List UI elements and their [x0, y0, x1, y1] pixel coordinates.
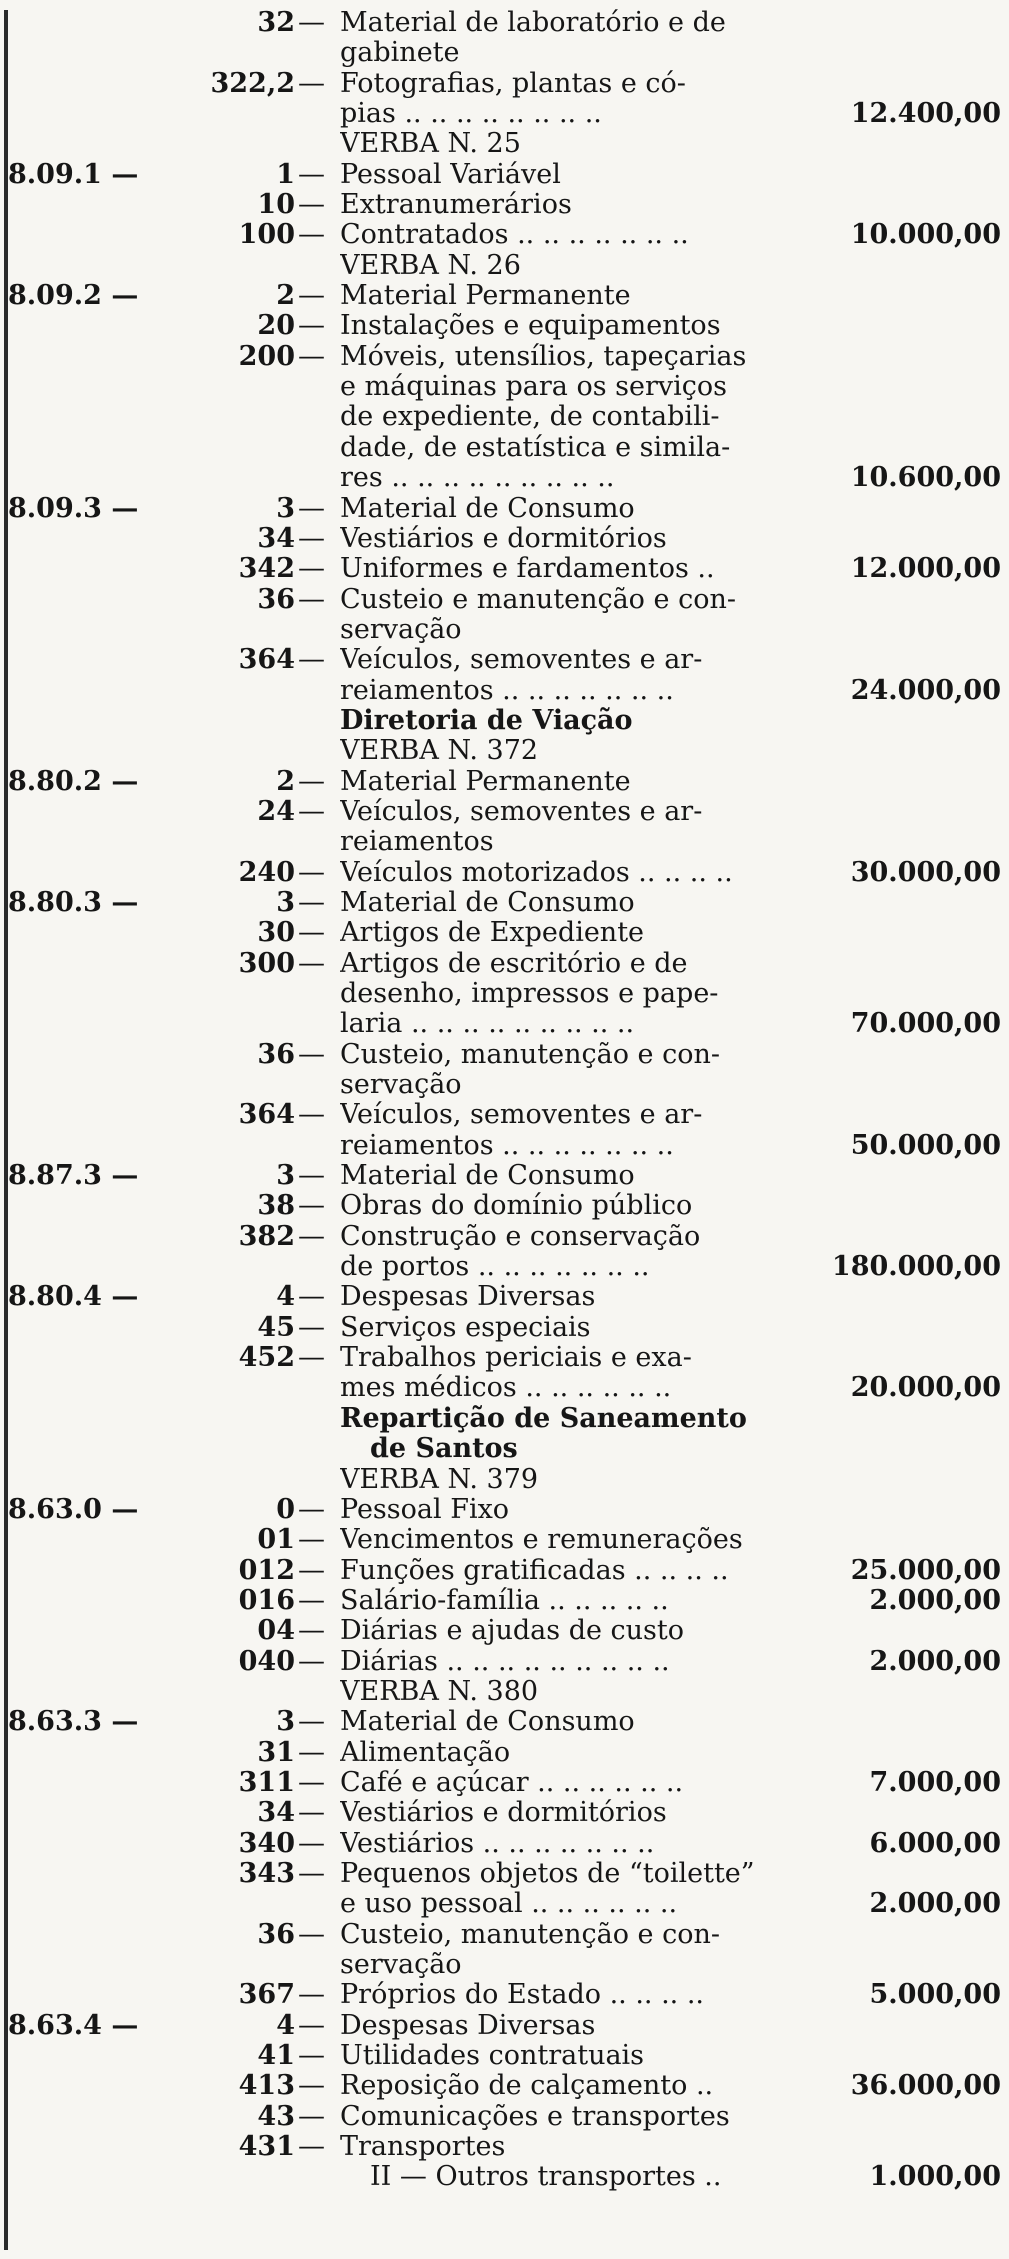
item-code: 41: [257, 2040, 295, 2072]
dash-separator: —: [298, 1857, 325, 1889]
dash-separator: —: [298, 947, 325, 979]
item-description: de Santos: [370, 1434, 518, 1465]
item-description: Serviços especiais: [340, 1312, 591, 1343]
item-code: 20: [257, 310, 295, 342]
budget-line: [0, 918, 1009, 948]
budget-line: [0, 2071, 1009, 2101]
dash-separator: —: [298, 1918, 325, 1950]
dash-separator: —: [298, 2131, 325, 2163]
item-code: 34: [257, 1797, 295, 1829]
budget-line: [0, 1889, 1009, 1919]
item-description: pias .. .. .. .. .. .. .. ..: [340, 99, 602, 130]
item-code: 4: [276, 2009, 295, 2041]
item-description: reiamentos .. .. .. .. .. .. ..: [340, 1130, 674, 1161]
budget-line: [0, 949, 1009, 979]
item-amount: 20.000,00: [850, 1372, 1001, 1404]
item-code: 32: [257, 7, 295, 38]
section-code: 8.09.1 —: [8, 158, 139, 190]
item-amount: 2.000,00: [869, 1888, 1001, 1920]
budget-line: [0, 1313, 1009, 1343]
budget-line: [0, 1131, 1009, 1161]
dash-separator: —: [298, 2009, 325, 2041]
item-code: 343: [238, 1857, 295, 1889]
dash-separator: —: [298, 553, 325, 585]
budget-line: [0, 1677, 1009, 1707]
budget-line: [0, 1404, 1009, 1434]
budget-line: [0, 402, 1009, 432]
item-description: Material de Consumo: [340, 1161, 635, 1192]
item-description: VERBA N. 379: [340, 1464, 539, 1495]
item-description: VERBA N. 25: [340, 129, 521, 160]
item-code: 382: [238, 1220, 295, 1252]
section-code: 8.80.4 —: [8, 1281, 139, 1313]
item-description: VERBA N. 372: [340, 736, 539, 767]
budget-line: [0, 585, 1009, 615]
item-code: 45: [257, 1311, 295, 1343]
item-code: 3: [276, 1706, 295, 1738]
item-description: Custeio, manutenção e con-: [340, 1039, 720, 1070]
item-code: 38: [257, 1190, 295, 1222]
dash-separator: —: [298, 1190, 325, 1222]
item-code: 30: [257, 917, 295, 949]
item-code: 3: [276, 1160, 295, 1192]
item-description: Veículos, semoventes e ar-: [340, 796, 703, 827]
budget-line: [0, 8, 1009, 38]
budget-line: [0, 1707, 1009, 1737]
budget-line: [0, 1040, 1009, 1070]
item-code: 431: [238, 2131, 295, 2163]
item-code: 36: [257, 1918, 295, 1950]
dash-separator: —: [298, 1706, 325, 1738]
item-code: 367: [238, 1979, 295, 2011]
budget-line: [0, 1586, 1009, 1616]
item-description: Vestiários .. .. .. .. .. .. ..: [340, 1828, 655, 1859]
item-description: Material de Consumo: [340, 1707, 635, 1738]
budget-line: [0, 38, 1009, 68]
item-code: 342: [238, 553, 295, 585]
item-description: desenho, impressos e pape-: [340, 979, 719, 1009]
budget-line: [0, 494, 1009, 524]
item-code: 04: [257, 1615, 295, 1647]
budget-line: [0, 372, 1009, 402]
dash-separator: —: [298, 1493, 325, 1525]
dash-separator: —: [298, 340, 325, 372]
item-code: 34: [257, 522, 295, 554]
budget-line: [0, 2102, 1009, 2132]
item-description: VERBA N. 26: [340, 250, 521, 281]
item-description: Despesas Diversas: [340, 2010, 596, 2041]
dash-separator: —: [298, 189, 325, 221]
item-code: 4: [276, 1281, 295, 1313]
budget-line: [0, 1100, 1009, 1130]
budget-line: [0, 1009, 1009, 1039]
item-description: Utilidades contratuais: [340, 2041, 645, 2072]
item-amount: 30.000,00: [850, 856, 1001, 888]
item-amount: 12.000,00: [850, 553, 1001, 585]
item-description: Artigos de escritório e de: [340, 948, 688, 979]
section-code: 8.80.2 —: [8, 765, 139, 797]
item-amount: 1.000,00: [869, 2161, 1001, 2193]
budget-line: [0, 1950, 1009, 1980]
dash-separator: —: [298, 2100, 325, 2132]
item-description: Diárias .. .. .. .. .. .. .. .. ..: [340, 1646, 670, 1677]
item-code: 040: [238, 1645, 295, 1677]
dash-separator: —: [298, 795, 325, 827]
item-description: Contratados .. .. .. .. .. .. ..: [340, 220, 689, 251]
budget-line: [0, 2011, 1009, 2041]
section-code: 8.63.0 —: [8, 1493, 139, 1525]
item-description: dade, de estatística e simila-: [340, 432, 731, 463]
item-description: e uso pessoal .. .. .. .. .. ..: [340, 1889, 678, 1920]
item-description: Salário-família .. .. .. .. ..: [340, 1585, 669, 1616]
item-description: Pequenos objetos de “toilette”: [340, 1858, 755, 1889]
dash-separator: —: [298, 1645, 325, 1677]
item-amount: 5.000,00: [869, 1979, 1001, 2011]
budget-line: [0, 1829, 1009, 1859]
item-description: gabinete: [340, 38, 460, 69]
section-code: 8.80.3 —: [8, 886, 139, 918]
item-description: de portos .. .. .. .. .. .. ..: [340, 1252, 650, 1283]
dash-separator: —: [298, 219, 325, 251]
section-code: 8.87.3 —: [8, 1160, 139, 1192]
budget-line: [0, 69, 1009, 99]
budget-line: [0, 1556, 1009, 1586]
budget-line: [0, 615, 1009, 645]
budget-line: [0, 342, 1009, 372]
budget-line: [0, 1738, 1009, 1768]
item-description: Artigos de Expediente: [340, 918, 645, 949]
budget-line: [0, 2132, 1009, 2162]
item-description: Veículos, semoventes e ar-: [340, 645, 703, 676]
budget-line: [0, 827, 1009, 857]
item-code: 300: [238, 947, 295, 979]
item-description: reiamentos .. .. .. .. .. .. ..: [340, 675, 674, 706]
section-code: 8.09.3 —: [8, 492, 139, 524]
dash-separator: —: [298, 522, 325, 554]
item-amount: 10.000,00: [850, 219, 1001, 251]
budget-line: [0, 1434, 1009, 1464]
item-amount: 12.400,00: [850, 98, 1001, 130]
item-description: Trabalhos periciais e exa-: [340, 1343, 692, 1374]
budget-line: [0, 160, 1009, 190]
item-description: Vencimentos e remunerações: [340, 1525, 743, 1556]
item-description: Pessoal Variável: [340, 159, 561, 190]
item-description: laria .. .. .. .. .. .. .. .. ..: [340, 1009, 635, 1040]
item-code: 340: [238, 1827, 295, 1859]
section-code: 8.63.3 —: [8, 1706, 139, 1738]
budget-line: [0, 1920, 1009, 1950]
dash-separator: —: [298, 2070, 325, 2102]
budget-line: [0, 251, 1009, 281]
item-code: 200: [238, 340, 295, 372]
budget-line: [0, 524, 1009, 554]
item-description: reiamentos: [340, 827, 494, 858]
budget-line: [0, 1161, 1009, 1191]
item-description: Alimentação: [340, 1737, 511, 1768]
dash-separator: —: [298, 1766, 325, 1798]
budget-line: [0, 281, 1009, 311]
section-code: 8.09.2 —: [8, 280, 139, 312]
item-code: 311: [238, 1766, 295, 1798]
dash-separator: —: [298, 1281, 325, 1313]
budget-line: [0, 129, 1009, 159]
item-description: Veículos motorizados .. .. .. ..: [340, 857, 733, 888]
item-code: 012: [238, 1554, 295, 1586]
item-description: Transportes: [340, 2132, 506, 2163]
budget-line: [0, 1647, 1009, 1677]
budget-line: [0, 463, 1009, 493]
item-code: 413: [238, 2070, 295, 2102]
item-amount: 2.000,00: [869, 1584, 1001, 1616]
dash-separator: —: [298, 856, 325, 888]
dash-separator: —: [298, 1220, 325, 1252]
item-code: 31: [257, 1736, 295, 1768]
item-description: Veículos, semoventes e ar-: [340, 1100, 703, 1131]
budget-line: [0, 311, 1009, 341]
budget-line: [0, 1525, 1009, 1555]
dash-separator: —: [298, 583, 325, 615]
dash-separator: —: [298, 158, 325, 190]
budget-line: [0, 1465, 1009, 1495]
item-description: Material de Consumo: [340, 493, 635, 524]
item-code: 36: [257, 1038, 295, 1070]
budget-line: [0, 220, 1009, 250]
budget-line: [0, 2041, 1009, 2071]
item-code: 10: [257, 189, 295, 221]
budget-line: [0, 706, 1009, 736]
item-description: Extranumerários: [340, 190, 572, 221]
budget-line: [0, 979, 1009, 1009]
item-description: Instalações e equipamentos: [340, 311, 721, 342]
budget-table: [0, 8, 1009, 2193]
item-description: Construção e conservação: [340, 1221, 701, 1252]
dash-separator: —: [298, 7, 325, 38]
item-description: servação: [340, 1070, 462, 1101]
budget-line: [0, 1282, 1009, 1312]
dash-separator: —: [298, 765, 325, 797]
item-description: Repartição de Saneamento: [340, 1403, 747, 1434]
item-description: Material de laboratório e de: [340, 8, 726, 38]
item-amount: 50.000,00: [850, 1129, 1001, 1161]
budget-line: [0, 2162, 1009, 2192]
item-amount: 24.000,00: [850, 674, 1001, 706]
item-description: Comunicações e transportes: [340, 2101, 730, 2132]
item-code: 016: [238, 1584, 295, 1616]
budget-line: [0, 554, 1009, 584]
item-description: Obras do domínio público: [340, 1191, 693, 1222]
item-code: 240: [238, 856, 295, 888]
item-description: Diárias e ajudas de custo: [340, 1616, 685, 1647]
budget-line: [0, 190, 1009, 220]
item-code: 452: [238, 1342, 295, 1374]
item-code: 24: [257, 795, 295, 827]
item-amount: 25.000,00: [850, 1554, 1001, 1586]
budget-line: [0, 858, 1009, 888]
dash-separator: —: [298, 1584, 325, 1616]
item-amount: 10.600,00: [850, 462, 1001, 494]
item-description: VERBA N. 380: [340, 1676, 539, 1707]
item-description: Móveis, utensílios, tapeçarias: [340, 341, 747, 372]
section-code: 8.63.4 —: [8, 2009, 139, 2041]
budget-line: [0, 888, 1009, 918]
budget-line: [0, 1616, 1009, 1646]
item-description: servação: [340, 1950, 462, 1980]
budget-line: [0, 736, 1009, 766]
item-description: Reposição de calçamento ..: [340, 2071, 714, 2102]
dash-separator: —: [298, 1827, 325, 1859]
item-code: 2: [276, 280, 295, 312]
dash-separator: —: [298, 1038, 325, 1070]
item-amount: 36.000,00: [850, 2070, 1001, 2102]
item-description: Material de Consumo: [340, 887, 635, 918]
dash-separator: —: [298, 1554, 325, 1586]
item-amount: 2.000,00: [869, 1645, 1001, 1677]
item-description: de expediente, de contabili-: [340, 402, 720, 433]
item-code: 364: [238, 644, 295, 676]
item-code: 3: [276, 492, 295, 524]
budget-line: [0, 1859, 1009, 1889]
budget-line: [0, 1343, 1009, 1373]
dash-separator: —: [298, 1160, 325, 1192]
dash-separator: —: [298, 1099, 325, 1131]
dash-separator: —: [298, 917, 325, 949]
item-description: Despesas Diversas: [340, 1282, 596, 1313]
item-description: Custeio, manutenção e con-: [340, 1919, 720, 1950]
item-description: Diretoria de Viação: [340, 705, 633, 736]
item-description: mes médicos .. .. .. .. .. ..: [340, 1373, 672, 1404]
item-description: Funções gratificadas .. .. .. ..: [340, 1555, 729, 1586]
item-code: 3: [276, 886, 295, 918]
item-description: Vestiários e dormitórios: [340, 523, 667, 554]
dash-separator: —: [298, 644, 325, 676]
budget-line: [0, 1980, 1009, 2010]
item-description: Uniformes e fardamentos ..: [340, 554, 715, 585]
dash-separator: —: [298, 492, 325, 524]
budget-line: [0, 1798, 1009, 1828]
budget-line: [0, 1768, 1009, 1798]
dash-separator: —: [298, 1342, 325, 1374]
item-code: 100: [238, 219, 295, 251]
dash-separator: —: [298, 1979, 325, 2011]
dash-separator: —: [298, 1797, 325, 1829]
item-code: 364: [238, 1099, 295, 1131]
budget-line: [0, 99, 1009, 129]
budget-line: [0, 797, 1009, 827]
budget-line: [0, 767, 1009, 797]
item-description: e máquinas para os serviços: [340, 372, 728, 403]
item-amount: 180.000,00: [831, 1251, 1001, 1283]
dash-separator: —: [298, 67, 325, 99]
dash-separator: —: [298, 280, 325, 312]
budget-line: [0, 1222, 1009, 1252]
budget-line: [0, 1373, 1009, 1403]
item-description: Material Permanente: [340, 766, 631, 797]
item-description: Custeio e manutenção e con-: [340, 584, 736, 615]
budget-line: [0, 1191, 1009, 1221]
budget-line: [0, 1495, 1009, 1525]
item-code: 01: [257, 1524, 295, 1556]
budget-line: [0, 676, 1009, 706]
item-code: 2: [276, 765, 295, 797]
item-amount: 7.000,00: [869, 1766, 1001, 1798]
item-amount: 70.000,00: [850, 1008, 1001, 1040]
item-description: res .. .. .. .. .. .. .. .. ..: [340, 463, 615, 494]
item-code: 0: [276, 1493, 295, 1525]
dash-separator: —: [298, 1615, 325, 1647]
item-amount: 6.000,00: [869, 1827, 1001, 1859]
item-code: 322,2: [210, 67, 295, 99]
item-code: 36: [257, 583, 295, 615]
item-description: Pessoal Fixo: [340, 1494, 510, 1525]
dash-separator: —: [298, 2040, 325, 2072]
item-description: Fotografias, plantas e có-: [340, 68, 686, 99]
item-description: Próprios do Estado .. .. .. ..: [340, 1980, 705, 2011]
budget-line: [0, 1070, 1009, 1100]
item-description: Material Permanente: [340, 281, 631, 312]
dash-separator: —: [298, 1736, 325, 1768]
item-description: servação: [340, 614, 462, 645]
dash-separator: —: [298, 1311, 325, 1343]
dash-separator: —: [298, 310, 325, 342]
item-code: 43: [257, 2100, 295, 2132]
item-description: II — Outros transportes ..: [370, 2162, 722, 2193]
item-description: Café e açúcar .. .. .. .. .. ..: [340, 1767, 684, 1798]
dash-separator: —: [298, 1524, 325, 1556]
item-description: Vestiários e dormitórios: [340, 1798, 667, 1829]
budget-line: [0, 1252, 1009, 1282]
budget-line: [0, 433, 1009, 463]
item-code: 1: [276, 158, 295, 190]
dash-separator: —: [298, 886, 325, 918]
budget-line: [0, 645, 1009, 675]
